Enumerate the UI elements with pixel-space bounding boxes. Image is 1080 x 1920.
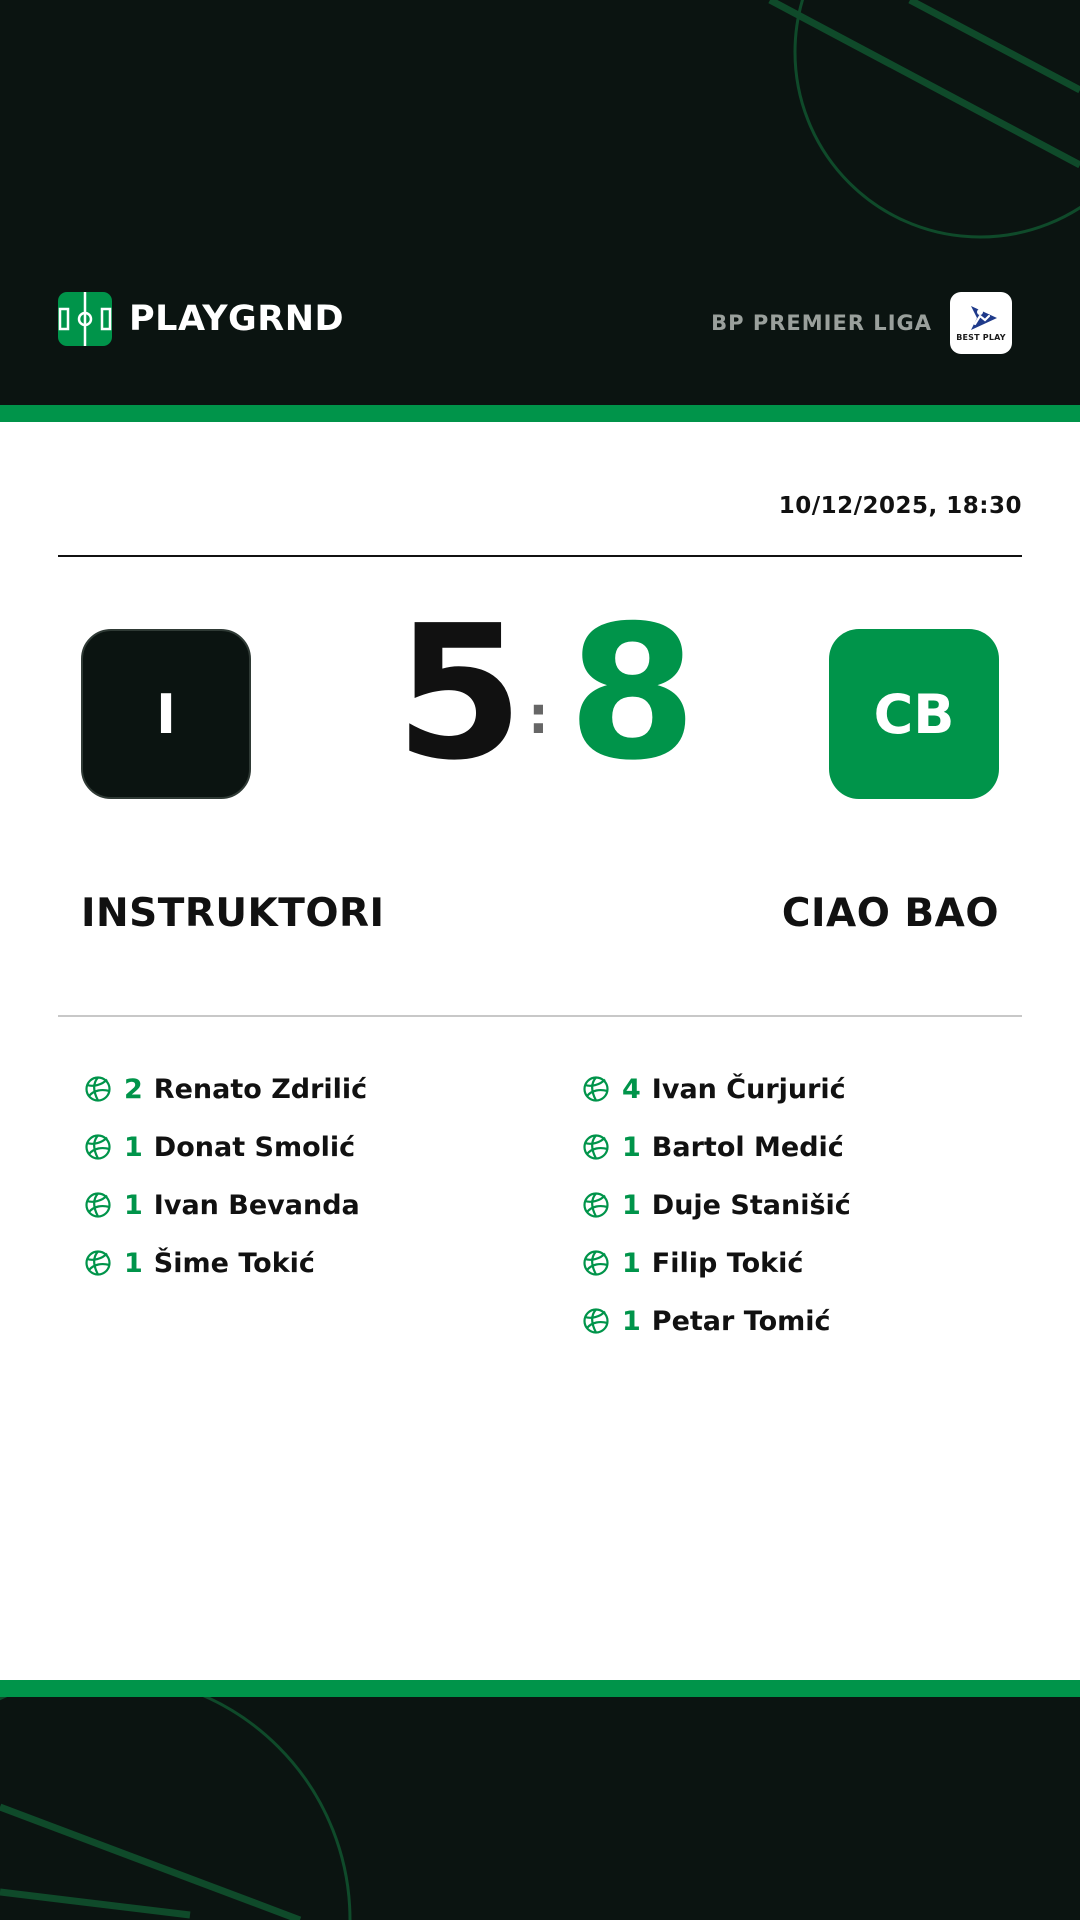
away-team-badge: CB <box>829 629 999 799</box>
away-score: 8 <box>568 585 697 801</box>
scorer-row <box>84 1234 524 1292</box>
ball-icon <box>84 1191 112 1219</box>
header-accent-stripe <box>0 405 1080 422</box>
away-scorers-list <box>582 1060 1022 1350</box>
scorer-name: Petar Tomić <box>651 1305 831 1337</box>
scorer-name: Ivan Bevanda <box>153 1189 360 1221</box>
scorer-row <box>582 1176 1022 1234</box>
goal-count: 1 <box>124 1247 143 1279</box>
soccer-pitch-icon <box>58 292 112 346</box>
brand <box>58 292 344 346</box>
ball-icon <box>84 1075 112 1103</box>
scorer-row <box>84 1176 524 1234</box>
match-datetime: 10/12/2025, 18:30 <box>778 493 1022 519</box>
footer <box>0 1697 1080 1920</box>
divider <box>58 1015 1022 1017</box>
goal-count: 1 <box>622 1247 641 1279</box>
goal-count: 1 <box>124 1131 143 1163</box>
scorer-row <box>582 1060 1022 1118</box>
league-logo <box>950 292 1012 354</box>
footer-accent-stripe <box>0 1680 1080 1697</box>
scorer-name: Donat Smolić <box>153 1131 356 1163</box>
ball-icon <box>84 1249 112 1277</box>
scorer-row <box>84 1118 524 1176</box>
divider <box>58 555 1022 557</box>
ball-icon <box>84 1133 112 1161</box>
scorer-name: Filip Tokić <box>651 1247 804 1279</box>
home-score: 5 <box>395 585 524 801</box>
goal-count: 1 <box>622 1305 641 1337</box>
scorer-row <box>582 1234 1022 1292</box>
home-team-name: INSTRUKTORI <box>81 891 385 936</box>
league <box>711 292 1012 354</box>
away-team-name: CIAO BAO <box>781 891 999 936</box>
scorer-name: Bartol Medić <box>651 1131 844 1163</box>
scorer-row <box>84 1060 524 1118</box>
league-name: BP PREMIER LIGA <box>711 311 932 335</box>
player-kick-icon <box>963 304 999 332</box>
league-logo-text: BEST PLAY <box>956 333 1006 342</box>
scorer-row <box>582 1118 1022 1176</box>
goal-count: 4 <box>622 1073 641 1105</box>
goal-count: 1 <box>622 1189 641 1221</box>
goal-count: 1 <box>622 1131 641 1163</box>
scorer-name: Renato Zdrilić <box>153 1073 368 1105</box>
pitch-lines-decoration <box>0 1697 1080 1920</box>
home-scorers-list <box>84 1060 524 1292</box>
ball-icon <box>582 1307 610 1335</box>
ball-icon <box>582 1249 610 1277</box>
score-separator: : <box>528 686 549 746</box>
brand-name: PLAYGRND <box>129 299 345 339</box>
goal-count: 1 <box>124 1189 143 1221</box>
scorer-name: Ivan Čurjurić <box>651 1073 846 1105</box>
goal-count: 2 <box>124 1073 143 1105</box>
home-team-badge: I <box>81 629 251 799</box>
header <box>0 0 1080 405</box>
scorer-name: Duje Stanišić <box>651 1189 851 1221</box>
ball-icon <box>582 1191 610 1219</box>
scorer-name: Šime Tokić <box>153 1247 315 1279</box>
ball-icon <box>582 1133 610 1161</box>
scorer-row <box>582 1292 1022 1350</box>
ball-icon <box>582 1075 610 1103</box>
